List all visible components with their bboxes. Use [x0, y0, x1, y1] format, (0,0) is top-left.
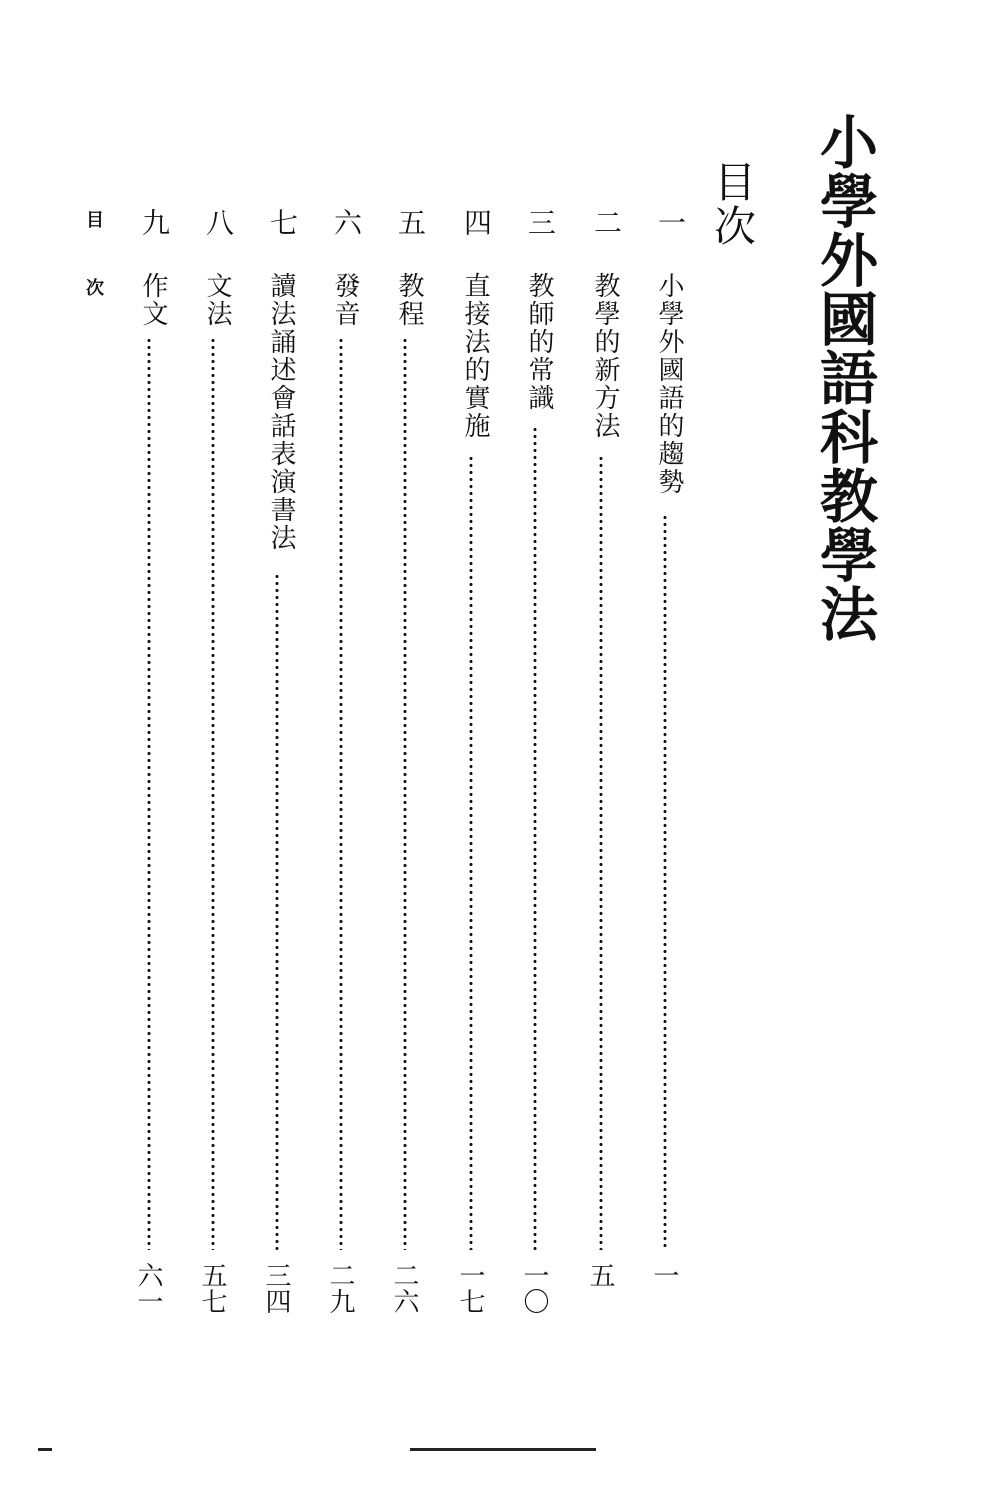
- toc-dot-leader: [211, 337, 215, 1250]
- toc-entry-number: 五: [394, 208, 427, 236]
- toc-entry-number: 四: [460, 208, 493, 236]
- toc-entry-title: 直接法的實施: [460, 272, 490, 440]
- toc-entry-title: 教師的常識: [524, 272, 554, 412]
- toc-entry-title: 讀法誦述會話表演書法: [266, 272, 296, 552]
- toc-dot-leader: [339, 337, 343, 1250]
- toc-entry-page: 五: [585, 1262, 615, 1288]
- toc-dot-leader: [275, 573, 279, 1250]
- scan-artifact-line: [410, 1448, 596, 1451]
- toc-entry-title: 文法: [202, 272, 232, 328]
- toc-entry-number: 六: [330, 208, 363, 236]
- toc-entry-title: 發音: [330, 272, 360, 328]
- book-title: 小學外國語科教學法: [810, 112, 878, 643]
- toc-entry-page: 一〇: [519, 1262, 549, 1314]
- scan-artifact-mark: [38, 1448, 52, 1451]
- toc-dot-leader: [469, 455, 473, 1250]
- toc-entry-title: 作文: [138, 272, 168, 328]
- toc-dot-leader: [403, 337, 407, 1250]
- toc-entry-page: 二六: [389, 1262, 419, 1314]
- toc-entry-number: 二: [590, 208, 623, 236]
- toc-entry-title: 教學的新方法: [590, 272, 620, 440]
- toc-entry-number: 八: [202, 208, 235, 236]
- toc-dot-leader: [663, 514, 667, 1250]
- toc-entry-number: 七: [266, 208, 299, 236]
- toc-entry-number: 三: [524, 208, 557, 236]
- toc-entry-page: 一七: [455, 1262, 485, 1314]
- running-header: 目次: [83, 210, 104, 346]
- toc-entry-number: 一: [654, 208, 687, 236]
- toc-entry-title: 小學外國語的趨勢: [654, 272, 684, 496]
- toc-dot-leader: [147, 337, 151, 1250]
- toc-entry-number: 九: [138, 208, 171, 236]
- toc-entry-page: 五七: [197, 1262, 227, 1314]
- toc-entry-page: 三四: [261, 1262, 291, 1314]
- toc-dot-leader: [533, 426, 537, 1251]
- toc-dot-leader: [599, 455, 603, 1250]
- toc-entry-title: 教程: [394, 272, 424, 328]
- toc-heading: 目次: [708, 160, 757, 248]
- toc-entry-page: 二九: [325, 1262, 355, 1314]
- toc-entry-page: 一: [649, 1262, 679, 1288]
- toc-entry-page: 六一: [133, 1262, 163, 1314]
